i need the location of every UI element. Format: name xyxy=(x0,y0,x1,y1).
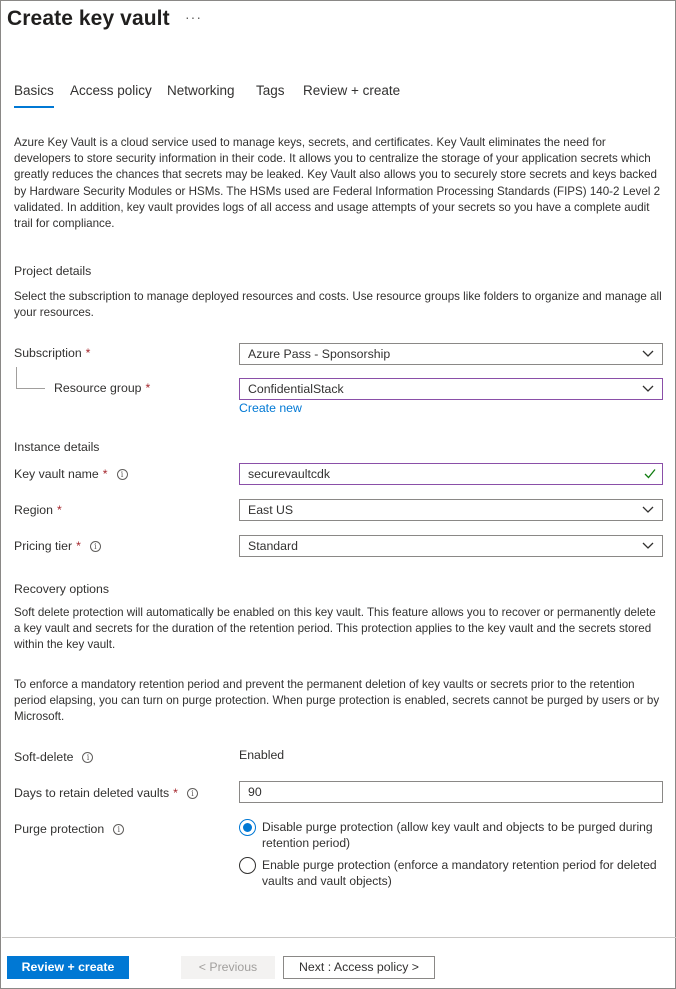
project-details-description: Select the subscription to manage deployed resources and costs. Use resource groups like folders to organize and manage all your resources. xyxy=(14,290,662,320)
required-marker: * xyxy=(145,381,151,395)
required-marker: * xyxy=(85,346,91,360)
tab-access-policy[interactable]: Access policy xyxy=(70,83,152,98)
radio-selected-icon[interactable] xyxy=(239,819,256,836)
required-marker: * xyxy=(76,539,81,553)
chevron-down-icon xyxy=(642,506,654,514)
info-icon[interactable]: i xyxy=(113,824,124,835)
recovery-options-heading: Recovery options xyxy=(14,582,110,596)
tab-networking[interactable]: Networking xyxy=(167,83,235,98)
page-title: Create key vault xyxy=(7,7,170,30)
checkmark-icon xyxy=(644,468,656,479)
pricing-tier-dropdown[interactable]: Standard xyxy=(239,535,663,557)
tab-tags[interactable]: Tags xyxy=(256,83,285,98)
previous-button[interactable]: < Previous xyxy=(181,956,275,979)
tab-review-create[interactable]: Review + create xyxy=(303,83,401,98)
tab-basics[interactable]: Basics xyxy=(14,83,54,98)
footer-divider xyxy=(2,937,676,938)
radio-unselected-icon[interactable] xyxy=(239,857,256,874)
subscription-dropdown[interactable]: Azure Pass - Sponsorship xyxy=(239,343,663,365)
create-new-resource-group-link[interactable]: Create new xyxy=(239,401,302,415)
soft-delete-value: Enabled xyxy=(239,748,285,762)
pricing-tier-label: Pricing tier * i xyxy=(14,539,101,553)
review-create-button[interactable]: Review + create xyxy=(7,956,129,979)
more-options-icon[interactable]: ··· xyxy=(185,9,202,25)
soft-delete-label: Soft-delete i xyxy=(14,750,93,764)
purge-protection-description: To enforce a mandatory retention period and prevent the permanent deletion of key vaults or secrets prior to the retention period elapsing, you can turn on purge protection. When purge protection is enabled, secrets cannot be purged by users or by Microsoft. xyxy=(14,678,660,724)
purge-option-enable[interactable]: Enable purge protection (enforce a mandatory retention period for deleted vaults and vault objects) xyxy=(239,857,662,889)
next-access-policy-button[interactable]: Next : Access policy > xyxy=(283,956,435,979)
soft-delete-description: Soft delete protection will automatically be enabled on this key vault. This feature allows you to recover or permanently delete a key vault and secrets for the duration of the retention period. This protection applies to the key vault and the secrets stored within the key vault. xyxy=(14,606,656,652)
required-marker: * xyxy=(102,467,108,481)
instance-details-heading: Instance details xyxy=(14,440,100,454)
tree-connector xyxy=(16,367,17,389)
region-label: Region * xyxy=(14,503,62,517)
intro-description: Azure Key Vault is a cloud service used to manage keys, secrets, and certificates. Key Vault eliminates the need for developers to store security information in their code. It allows you to centralize the storage of your application secrets which greatly reduces the chances that secrets may be leaked. Key Vault also allows you to securely store secrets and keys backed by Hardware Security Modules or HSMs. The HSMs used are Federal Information Processing Standards (FIPS) 140-2 Level 2 validated. In addition, key vault provides logs of all access and usage attempts of your secrets so you have a complete audit trail for compliance. xyxy=(14,136,661,231)
chevron-down-icon xyxy=(642,542,654,550)
required-marker: * xyxy=(173,786,178,800)
chevron-down-icon xyxy=(642,350,654,358)
chevron-down-icon xyxy=(642,385,654,393)
info-icon[interactable]: i xyxy=(90,541,101,552)
info-icon[interactable]: i xyxy=(82,752,93,763)
purge-protection-label: Purge protection i xyxy=(14,822,124,836)
subscription-label: Subscription * xyxy=(14,346,91,360)
info-icon[interactable]: i xyxy=(117,469,128,480)
project-details-heading: Project details xyxy=(14,264,92,278)
days-to-retain-input[interactable]: 90 xyxy=(239,781,663,803)
region-dropdown[interactable]: East US xyxy=(239,499,663,521)
days-to-retain-label: Days to retain deleted vaults * i xyxy=(14,786,198,800)
resource-group-label: Resource group * xyxy=(54,381,151,395)
tree-connector xyxy=(16,388,45,389)
required-marker: * xyxy=(56,503,62,517)
key-vault-name-label: Key vault name * i xyxy=(14,467,128,481)
purge-option-disable[interactable]: Disable purge protection (allow key vault and objects to be purged during retention period) xyxy=(239,819,662,851)
key-vault-name-input[interactable]: securevaultcdk xyxy=(239,463,663,485)
resource-group-dropdown[interactable]: ConfidentialStack xyxy=(239,378,663,400)
info-icon[interactable]: i xyxy=(187,788,198,799)
